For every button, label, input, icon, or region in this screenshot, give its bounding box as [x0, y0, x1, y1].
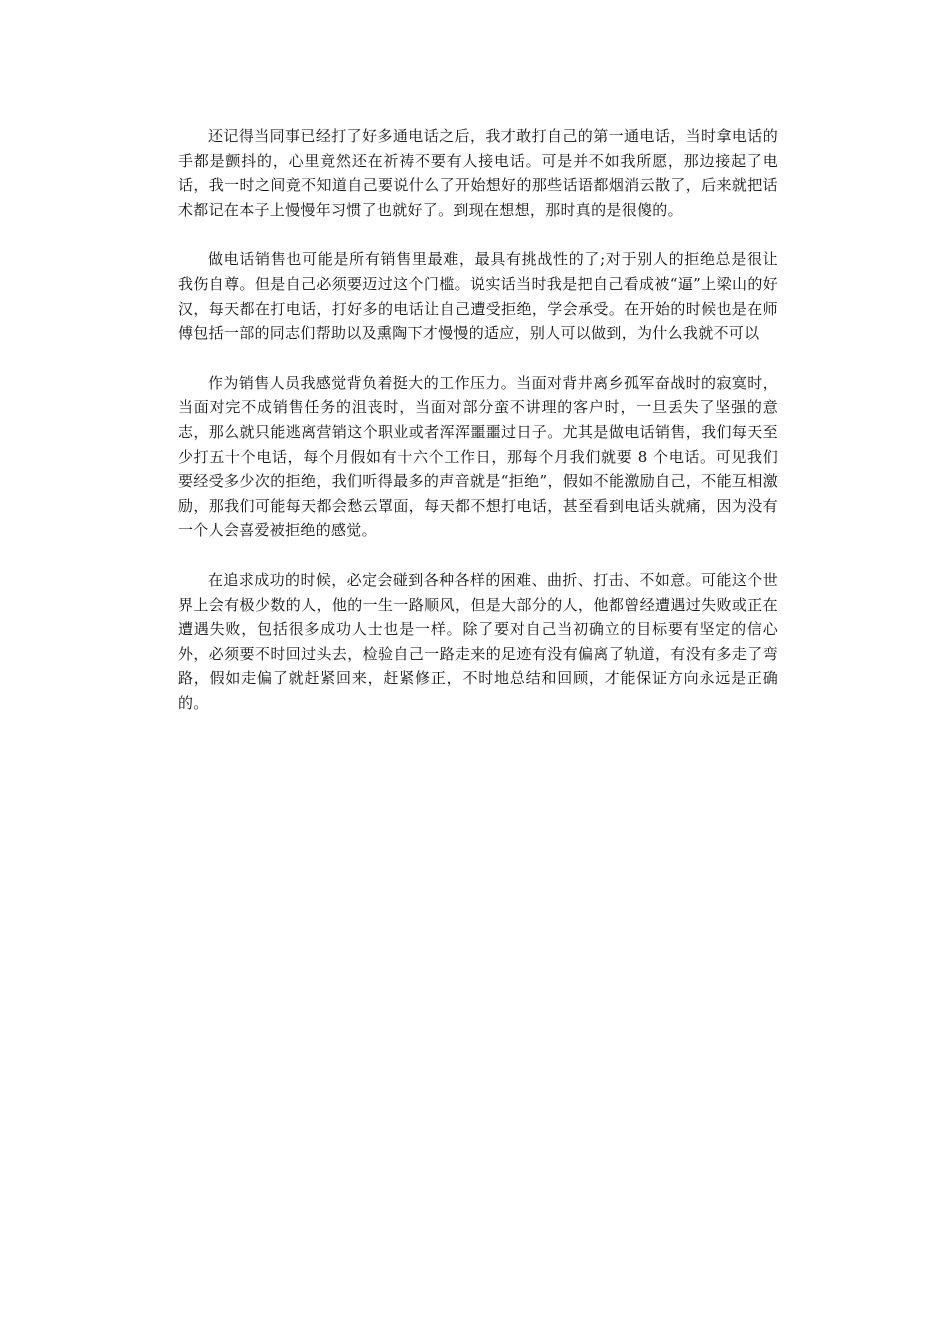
paragraph-1: 还记得当同事已经打了好多通电话之后，我才敢打自己的第一通电话，当时拿电话的手都是颤抖的，心里竟然还在祈祷不要有人接电话。可是并不如我所愿，那边接起了电话，我一时之间竟不知道自己要说什么了开始想好的那些话语都烟消云散了，后来就把话术都记在本子上慢慢年习惯了也就好了。到现在想想，那时真的是很傻的。	[178, 127, 778, 219]
paragraph-4: 在追求成功的时候，必定会碰到各种各样的困难、曲折、打击、不如意。可能这个世界上会有极少数的人，他的一生一路顺风，但是大部分的人，他都曾经遭遇过失败或正在遭遇失败，包括很多成功人士也是一样。除了要对自己当初确立的目标要有坚定的信心外，必须要不时回过头去，检验自己一路走来的足迹有没有偏离了轨道，有没有多走了弯路，假如走偏了就赶紧回来，赶紧修正，不时地总结和回顾，才能保证方向永远是正确的。	[178, 570, 778, 712]
paragraph-2: 做电话销售也可能是所有销售里最难，最具有挑战性的了;对于别人的拒绝总是很让我伤自尊。但是自己必须要迈过这个门槛。说实话当时我是把自己看成被“逼”上梁山的好汉，每天都在打电话，打好多的电话让自己遭受拒绝，学会承受。在开始的时候也是在师傅包括一部的同志们帮助以及熏陶下才慢慢的适应，别人可以做到，为什么我就不可以	[178, 250, 778, 343]
paragraph-3: 作为销售人员我感觉背负着挺大的工作压力。当面对背井离乡孤军奋战时的寂寞时，当面对完不成销售任务的沮丧时，当面对部分蛮不讲理的客户时，一旦丢失了坚强的意志，那么就只能逃离营销这个职业或者浑浑噩噩过日子。尤其是做电话销售，我们每天至少打五十个电话，每个月假如有十六个工作日，那每个月我们就要 8 个电话。可见我们要经受多少次的拒绝，我们听得最多的声音就是“拒绝”，假如不能激励自己，不能互相激励，那我们可能每天都会愁云罩面，每天都不想打电话，甚至看到电话头就痛，因为没有一个人会喜爱被拒绝的感觉。	[178, 373, 778, 540]
document-body	[178, 124, 778, 715]
